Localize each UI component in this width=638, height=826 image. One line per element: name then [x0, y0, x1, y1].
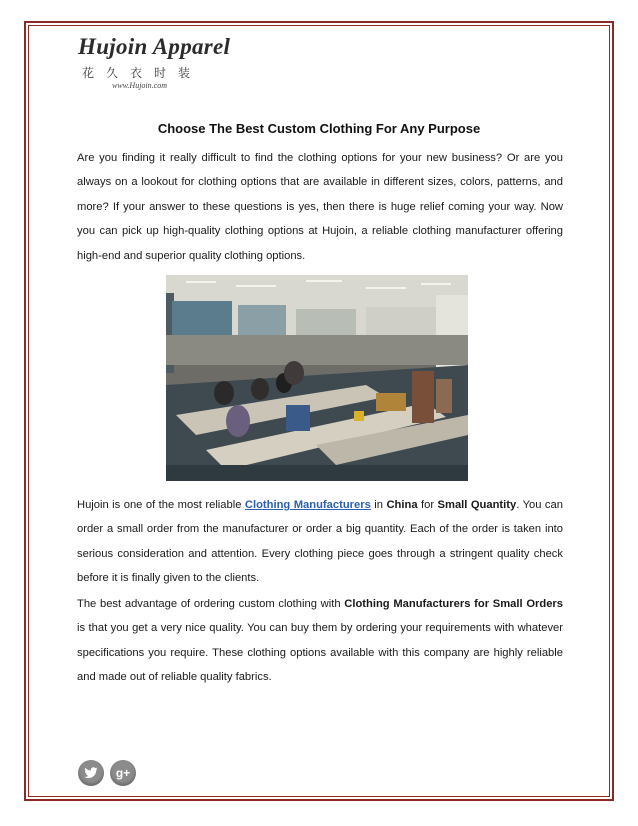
twitter-icon[interactable]: [78, 760, 104, 786]
paragraph-manufacturer: [77, 493, 563, 591]
p2-after: . You can order a small order from the manufacturer or order a big quantity. Each of the order is taken into serious consideration and attention. Every clothing piece goes through a stringent quality check before it is finally given to the clients.: [77, 499, 563, 585]
p2-before: Hujoin is one of the most reliable: [77, 499, 245, 511]
p3-after: is that you get a very nice quality. You can buy them by ordering your requirements with whatever specifications you require. These clothing options available with this company are highly reliable and made out of reliable quality fabrics.: [77, 622, 563, 684]
china-bold: China: [386, 499, 418, 511]
p2-mid2: for: [417, 499, 438, 511]
clothing-manufacturers-link[interactable]: Clothing Manufacturers: [244, 499, 371, 511]
p2-mid1: in: [370, 499, 387, 511]
logo-url: www.Hujoin.com: [112, 81, 167, 90]
small-orders-bold: Clothing Manufacturers for Small Orders: [344, 598, 564, 610]
factory-photo: [166, 275, 468, 481]
google-plus-icon[interactable]: g+: [110, 760, 136, 786]
social-icons: [78, 760, 138, 788]
logo-title: Hujoin Apparel: [78, 34, 231, 59]
paragraph-intro: Are you finding it really difficult to find the clothing options for your new business? Or are you always on a lookout for clothing options that are available in different sizes, colors, patterns, and more? If your answer to these questions is yes, then there is huge relief coming your way. Now you can pick up high-quality clothing options at Hujoin, a reliable clothing manufacturer offering high-end and superior quality clothing options.: [77, 152, 563, 262]
hujoin-logo: [78, 34, 231, 96]
logo-chinese-text: 花久衣时装: [82, 66, 203, 80]
article-title: Choose The Best Custom Clothing For Any Purpose: [157, 121, 481, 136]
paragraph-advantage: [77, 592, 563, 690]
p3-before: The best advantage of ordering custom clothing with: [77, 598, 345, 610]
small-quantity-bold: Small Quantity: [437, 499, 517, 511]
